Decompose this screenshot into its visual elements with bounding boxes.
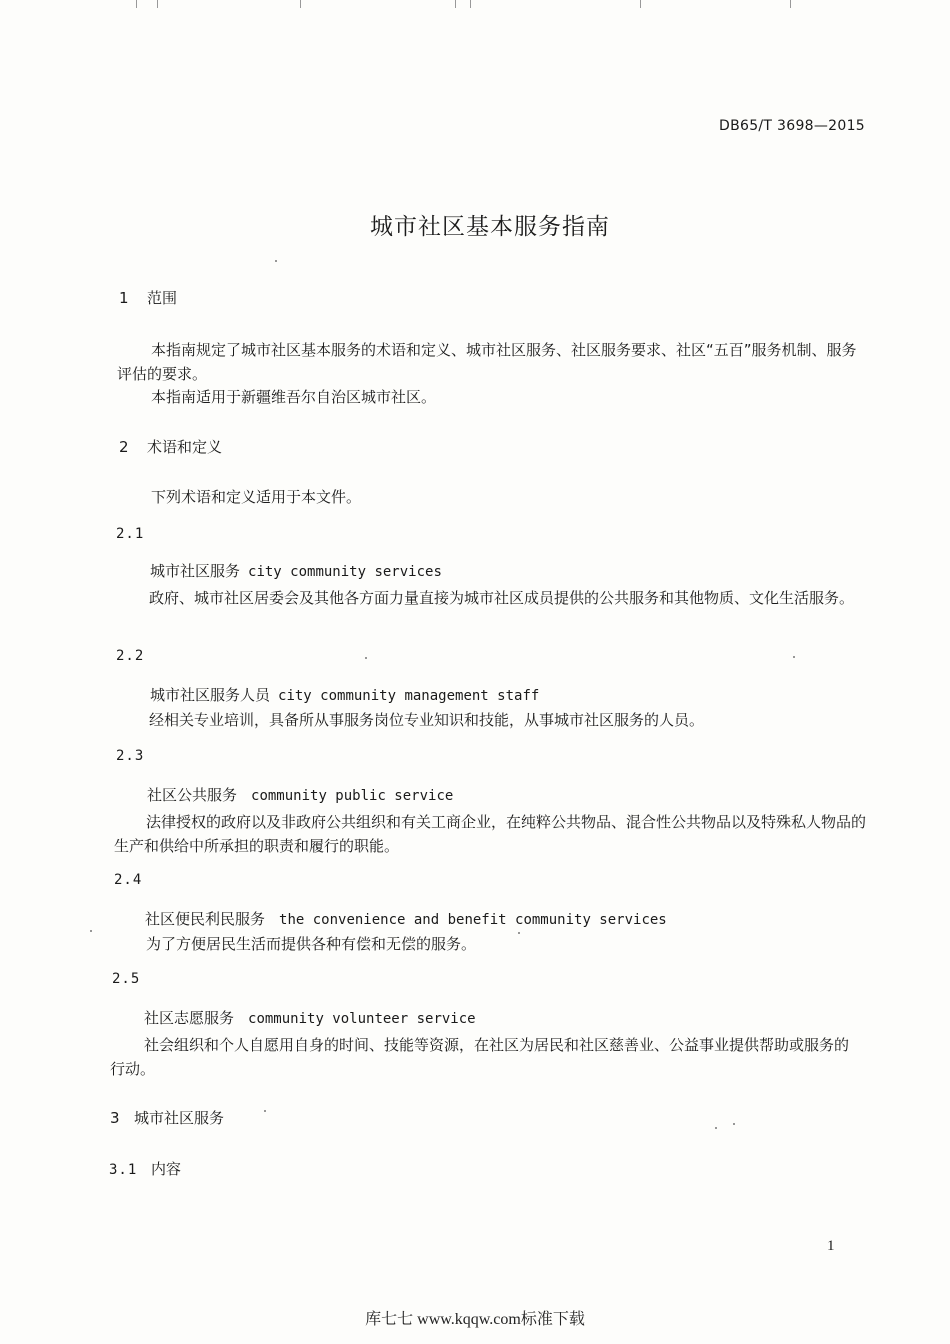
terms-intro: 下列术语和定义适用于本文件。: [151, 488, 362, 506]
term-chinese: 城市社区服务: [150, 562, 241, 580]
term-definition: 社会组织和个人自愿用自身的时间、技能等资源，在社区为居民和社区慈善业、公益事业提供帮助或服务的行动。: [110, 1036, 850, 1078]
term-english: the convenience and benefit community services: [279, 912, 667, 928]
scan-speck: [264, 1110, 266, 1112]
section-title: 范围: [147, 289, 178, 307]
term-definition: 经相关专业培训，具备所从事服务岗位专业知识和技能，从事城市社区服务的人员。: [149, 711, 705, 729]
term-number: 2.4: [114, 872, 143, 888]
scan-mark: [640, 0, 641, 8]
scan-speck: [275, 260, 277, 262]
scan-speck: [793, 656, 795, 658]
term-heading: [147, 784, 453, 805]
section-heading-2: [119, 436, 222, 457]
section-heading-3: [110, 1107, 224, 1128]
term-heading: [150, 684, 539, 705]
term-number: 2.5: [112, 971, 141, 987]
term-english: community public service: [251, 788, 454, 804]
term-heading: [150, 560, 442, 581]
scan-speck: [733, 1123, 735, 1125]
subsection-title: 内容: [151, 1160, 182, 1178]
section-number: 3: [110, 1109, 120, 1127]
term-definition: 政府、城市社区居委会及其他各方面力量直接为城市社区成员提供的公共服务和其他物质、文化生活服务。: [149, 589, 855, 607]
term-heading: [145, 908, 667, 929]
term-definition: 为了方便居民生活而提供各种有偿和无偿的服务。: [146, 935, 477, 953]
scan-mark: [470, 0, 471, 8]
term-english: community volunteer service: [248, 1011, 476, 1027]
section-title: 城市社区服务: [134, 1109, 225, 1127]
section-heading-1: [119, 287, 177, 308]
term-definition: 法律授权的政府以及非政府公共组织和有关工商企业，在纯粹公共物品、混合性公共物品以及特殊私人物品的生产和供给中所承担的职责和履行的职能。: [114, 813, 867, 855]
scope-paragraph-2: 本指南适用于新疆维吾尔自治区城市社区。: [151, 388, 437, 406]
section-number: 1: [119, 289, 129, 307]
scan-mark: [455, 0, 456, 8]
subsection-heading-3-1: [109, 1158, 181, 1179]
scan-mark: [136, 0, 137, 8]
scope-paragraph-1: 本指南规定了城市社区基本服务的术语和定义、城市社区服务、社区服务要求、社区“五百”服务机制、服务评估的要求。: [117, 341, 857, 383]
subsection-number: 3.1: [109, 1162, 138, 1178]
term-english: city community management staff: [278, 688, 540, 704]
standard-code: DB65/T 3698—2015: [719, 118, 865, 134]
scan-mark: [157, 0, 158, 8]
scan-speck: [90, 930, 92, 932]
page-number: 1: [827, 1238, 835, 1254]
scan-mark: [300, 0, 301, 8]
term-heading: [144, 1007, 476, 1028]
term-number: 2.2: [116, 648, 145, 664]
section-number: 2: [119, 438, 129, 456]
term-english: city community services: [248, 564, 442, 580]
scan-speck: [365, 657, 367, 659]
scan-speck: [715, 1127, 717, 1129]
document-title: 城市社区基本服务指南: [370, 214, 610, 240]
scan-mark: [790, 0, 791, 8]
term-chinese: 社区公共服务: [147, 786, 238, 804]
term-number: 2.1: [116, 526, 145, 542]
term-chinese: 社区便民利民服务: [145, 910, 266, 928]
section-title: 术语和定义: [147, 438, 223, 456]
term-chinese: 城市社区服务人员: [150, 686, 271, 704]
watermark-text: 库七七 www.kqqw.com标准下载: [365, 1311, 585, 1328]
scan-speck: [518, 932, 520, 934]
term-number: 2.3: [116, 748, 145, 764]
term-chinese: 社区志愿服务: [144, 1009, 235, 1027]
